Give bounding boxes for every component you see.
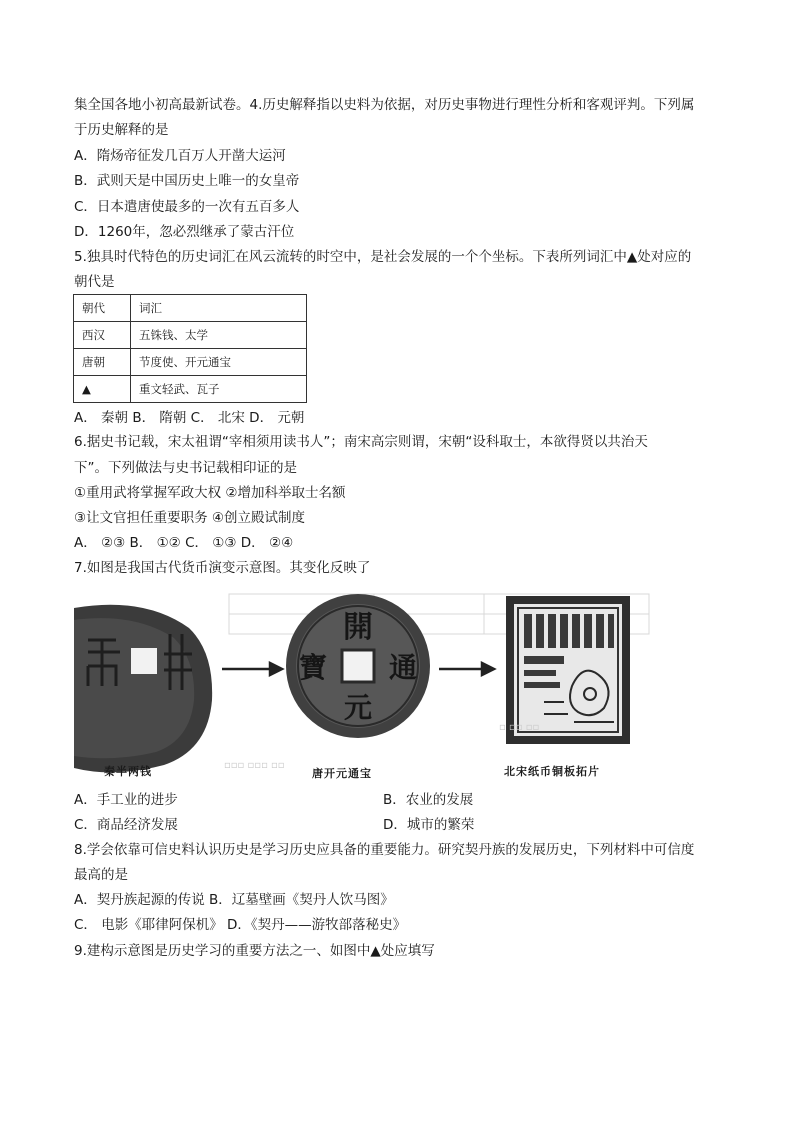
q6-stem-line1: 6.据史书记载，宋太祖谓“宰相须用读书人”；南宋高宗则谓，宋朝“设科取士，本欲得贤以共治天 xyxy=(74,434,648,450)
q6-items-line2: ③让文官担任重要职务 ④创立殿试制度 xyxy=(74,510,305,526)
coin-char-left: 寶 xyxy=(298,651,328,684)
q5-stem-line1: 5.独具时代特色的历史词汇在风云流转的时空中，是社会发展的一个个坐标。下表所列词汇中▲处对应的 xyxy=(74,249,692,265)
q6-items-line1: ①重用武将掌握军政大权 ②增加科举取士名额 xyxy=(74,485,346,501)
q7-option-a: A．手工业的进步 xyxy=(74,792,178,808)
q4-option-d: D．1260年，忽必烈继承了蒙古汗位 xyxy=(74,224,295,240)
q8-options-line2: C． 电影《耶律阿保机》 D．《契丹——游牧部落秘史》 xyxy=(74,917,407,933)
table-cell: 重文轻武、瓦子 xyxy=(131,376,307,403)
q7-option-d: D．城市的繁荣 xyxy=(383,817,475,833)
arrow-right-icon xyxy=(439,663,494,675)
qin-banliang-coin xyxy=(74,605,212,773)
coin-char-right: 通 xyxy=(388,651,418,684)
q8-options-line1: A．契丹族起源的传说 B．辽墓壁画《契丹人饮马图》 xyxy=(74,892,394,908)
svg-text:▫▫▫ ▫▫▫ ▫▫: ▫▫▫ ▫▫▫ ▫▫ xyxy=(224,760,285,771)
svg-text:▫ ▫▫ ▫▫: ▫ ▫▫ ▫▫ xyxy=(499,722,540,733)
caption-song-paper-money: 北宋纸币铜板拓片 xyxy=(504,765,600,778)
dynasty-vocab-table xyxy=(73,294,307,403)
table-cell: ▲ xyxy=(74,376,131,403)
q5-options: A． 秦朝 B． 隋朝 C． 北宋 D． 元朝 xyxy=(74,410,305,426)
table-row xyxy=(74,295,307,322)
table-cell: 节度使、开元通宝 xyxy=(131,349,307,376)
q5-stem-line2: 朝代是 xyxy=(74,274,115,290)
table-row xyxy=(74,322,307,349)
currency-evolution-graphic xyxy=(74,590,654,785)
tang-kaiyuan-coin xyxy=(286,594,430,738)
q8-stem-line2: 最高的是 xyxy=(74,867,128,883)
q6-stem-line2: 下”。下列做法与史书记载相印证的是 xyxy=(74,460,297,476)
table-cell: 西汉 xyxy=(74,322,131,349)
q7-option-b: B．农业的发展 xyxy=(383,792,474,808)
coin-char-bottom: 元 xyxy=(343,691,373,724)
q7-stem: 7.如图是我国古代货币演变示意图。其变化反映了 xyxy=(74,560,371,576)
q4-option-a: A．隋炀帝征发几百万人开凿大运河 xyxy=(74,148,286,164)
table-row xyxy=(74,376,307,403)
q4-option-b: B．武则天是中国历史上唯一的女皇帝 xyxy=(74,173,300,189)
q7-option-c: C．商品经济发展 xyxy=(74,817,178,833)
table-cell: 朝代 xyxy=(74,295,131,322)
q6-options: A． ②③ B． ①② C． ①③ D． ②④ xyxy=(74,535,294,551)
currency-evolution-figure xyxy=(74,590,654,785)
arrow-right-icon xyxy=(222,663,282,675)
table-cell: 五铢钱、太学 xyxy=(131,322,307,349)
q9-stem: 9.建构示意图是历史学习的重要方法之一、如图中▲处应填写 xyxy=(74,943,435,959)
q4-stem-line2: 于历史解释的是 xyxy=(74,122,169,138)
table-cell: 词汇 xyxy=(131,295,307,322)
coin-char-top: 開 xyxy=(343,610,373,645)
q4-stem-line1: 集全国各地小初高最新试卷。4.历史解释指以史料为依据，对历史事物进行理性分析和客观评判。下列属 xyxy=(74,97,695,113)
q4-option-c: C．日本遣唐使最多的一次有五百多人 xyxy=(74,199,300,215)
table-row xyxy=(74,349,307,376)
table-cell: 唐朝 xyxy=(74,349,131,376)
q8-stem-line1: 8.学会依靠可信史料认识历史是学习历史应具备的重要能力。研究契丹族的发展历史，下列材料中可信度 xyxy=(74,842,695,858)
caption-tang-kaiyuan: 唐开元通宝 xyxy=(312,767,372,780)
caption-qin-banliang: 秦半两钱 xyxy=(104,765,152,778)
